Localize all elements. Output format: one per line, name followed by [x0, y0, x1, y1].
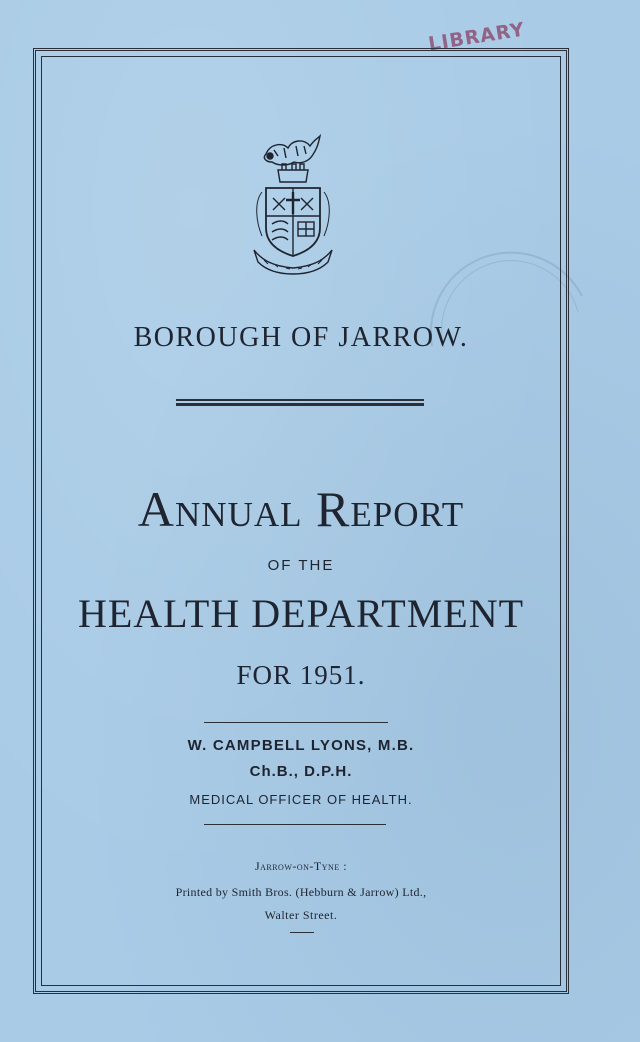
imprint-place: Jarrow-on-Tyne : [254, 859, 348, 873]
imprint-street: Walter Street. [264, 908, 338, 922]
imprint-printer: Printed by Smith Bros. (Hebburn & Jarrow) Ltd., [175, 885, 427, 899]
lower-rule-divider [204, 824, 386, 825]
report-title-connector: OF THE [267, 557, 335, 574]
report-title: Annual Report [137, 481, 465, 537]
library-stamp: LIBRARY [426, 18, 527, 56]
author-degrees: Ch.B., D.P.H. [249, 763, 353, 780]
department-title: HEALTH DEPARTMENT [77, 591, 525, 636]
closing-rule [290, 932, 314, 933]
borough-coat-of-arms-icon [248, 132, 338, 277]
report-year: FOR 1951. [236, 660, 366, 690]
borough-heading: BOROUGH OF JARROW. [133, 322, 469, 353]
double-rule-divider [176, 399, 424, 406]
author-role: MEDICAL OFFICER OF HEALTH. [189, 792, 413, 807]
upper-rule-divider [204, 722, 388, 723]
author-name: W. CAMPBELL LYONS, M.B. [187, 737, 415, 754]
